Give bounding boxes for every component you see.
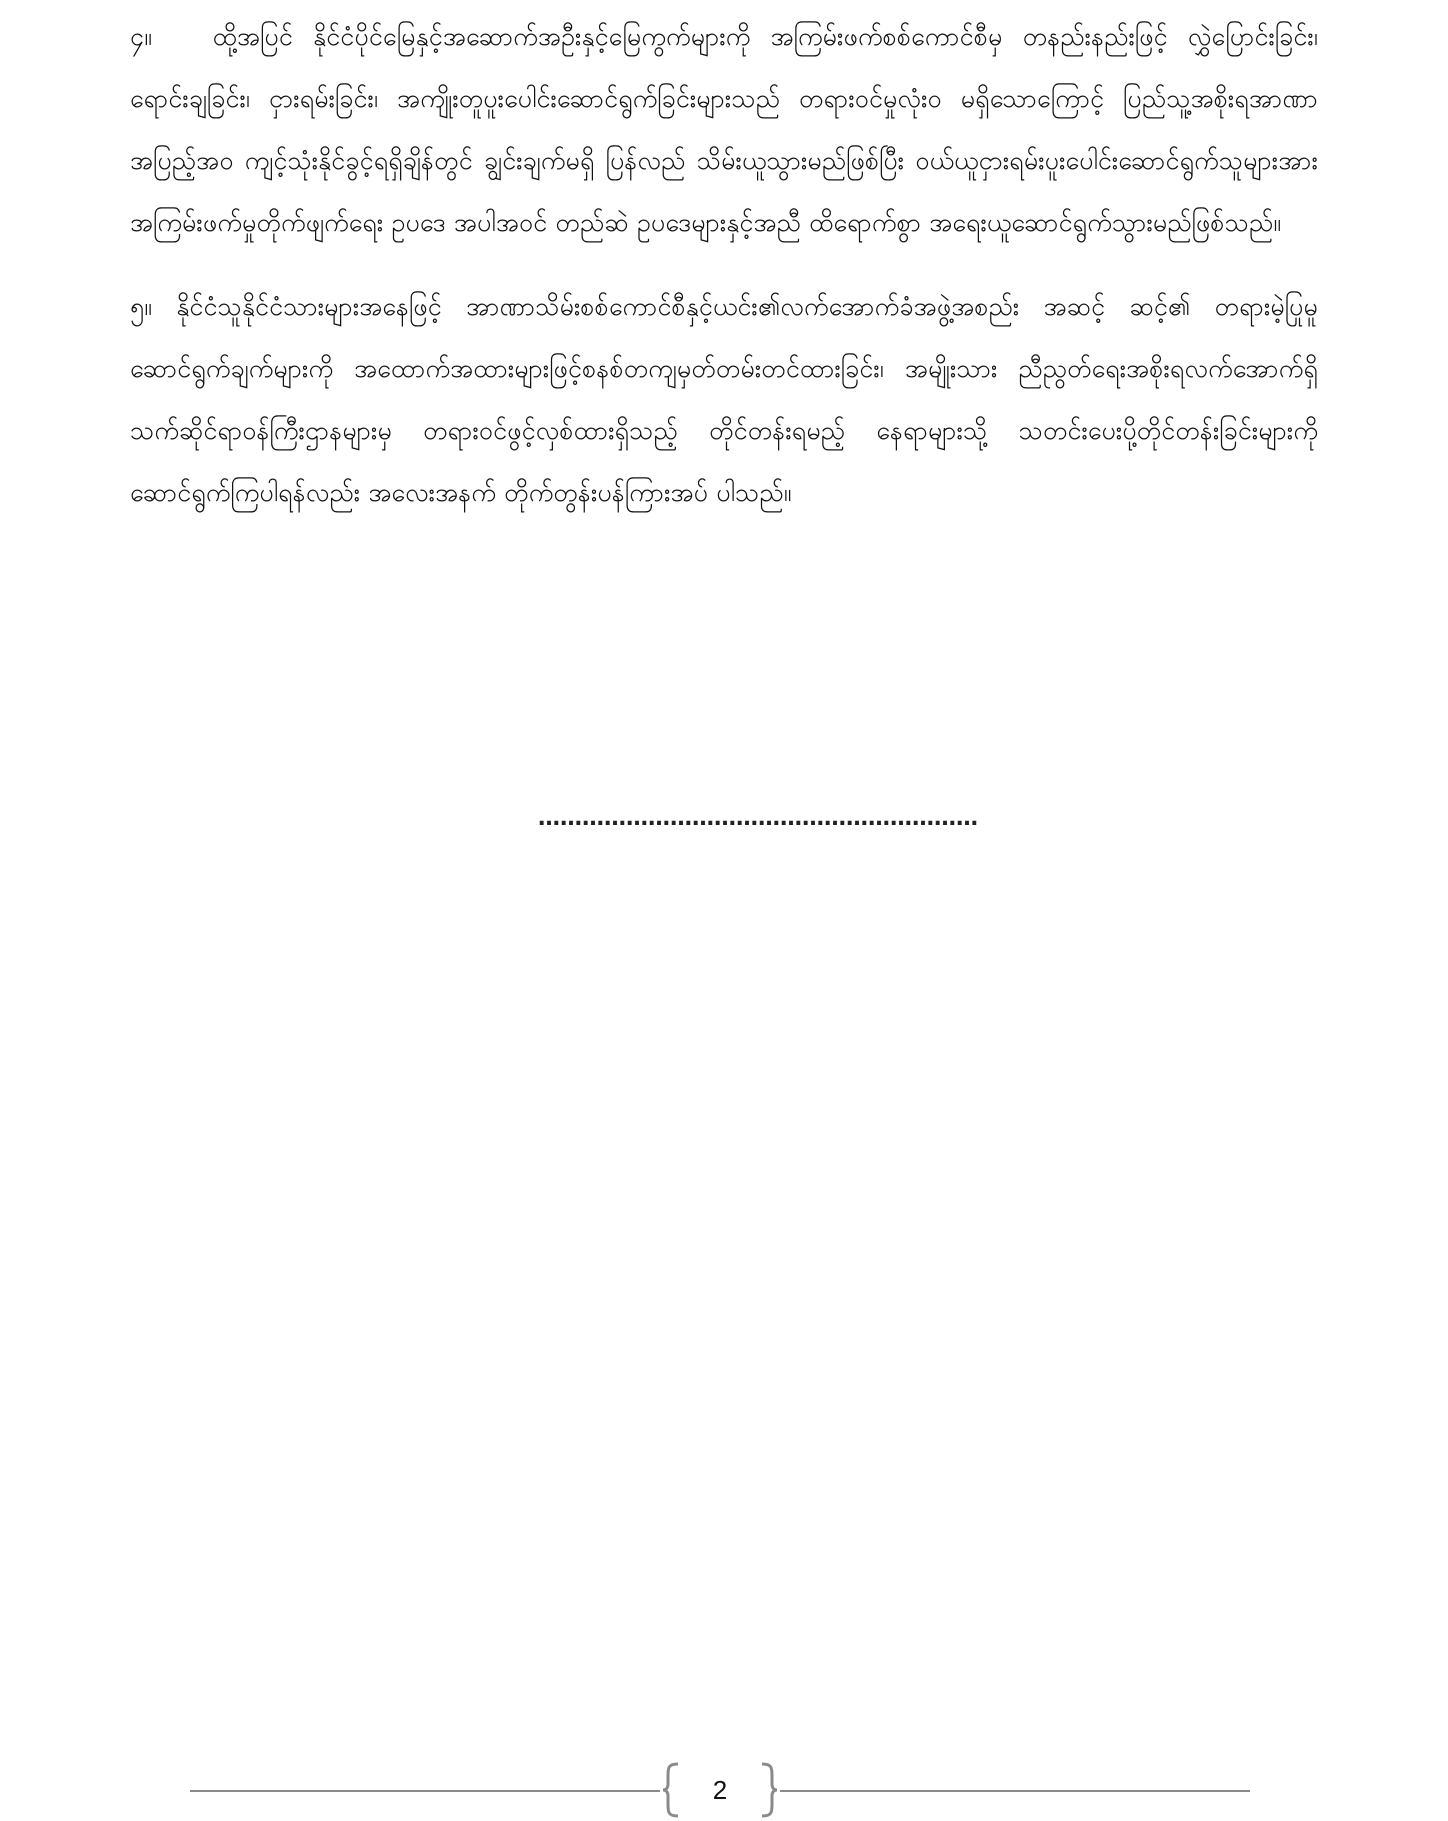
paragraph-number: ၅။	[130, 292, 153, 321]
paragraph-text: ထို့အပြင် နိုင်ငံပိုင်မြေနှင့်အဆောက်အဦးနှင့်မြေကွက်များကို အကြမ်းဖက်စစ်ကောင်စီမှ တနည်းနည်းဖြင့် လွှဲပြောင်းခြင်း၊ ရောင်းချခြင်း၊ ငှားရမ်းခြင်း၊ အကျိုးတူပူးပေါင်းဆောင်ရွက်ခြင်းများသည် တရားဝင်မှုလုံးဝ မရှိသောကြောင့် ပြည်သူ့အစိုးရအာဏာအပြည့်အဝ ကျင့်သုံးနိုင်ခွင့်ရရှိချိန်တွင် ချွင်းချက်မရှိ ပြန်လည် သိမ်းယူသွားမည်ဖြစ်ပြီး ဝယ်ယူငှားရမ်းပူးပေါင်းဆောင်ရွက်သူများအား အကြမ်းဖက်မှုတိုက်ဖျက်ရေး ဥပဒေ အပါအဝင် တည်ဆဲ ဥပဒေများနှင့်အညီ ထိရောက်စွာ အရေးယူဆောင်ရွက်သွားမည်ဖြစ်သည်။	[130, 22, 1318, 237]
end-divider: ……………………………………………………	[538, 806, 978, 831]
document-body	[130, 6, 1318, 524]
paragraph-text: နိုင်ငံသူနိုင်ငံသားများအနေဖြင့် အာဏာသိမ်းစစ်ကောင်စီနှင့်ယင်း၏လက်အောက်ခံအဖွဲ့အစည်း အဆင့် ဆင့်၏ တရားမဲ့ပြုမူဆောင်ရွက်ချက်များကို အထောက်အထားများဖြင့်စနစ်တကျမှတ်တမ်းတင်ထားခြင်း၊ အမျိုးသား ညီညွတ်ရေးအစိုးရလက်အောက်ရှိ သက်ဆိုင်ရာဝန်ကြီးဌာနများမှ တရားဝင်ဖွင့်လှစ်ထားရှိသည့် တိုင်တန်းရမည့် နေရာများသို့ သတင်းပေးပို့တိုင်တန်းခြင်းများကို ဆောင်ရွက်ကြပါရန်လည်း အလေးအနက် တိုက်တွန်းပန်ကြားအပ် ပါသည်။	[130, 292, 1318, 507]
footer-rule-left	[190, 1790, 660, 1792]
right-brace-icon	[758, 1762, 780, 1818]
paragraph-4	[130, 6, 1318, 254]
left-brace-icon	[660, 1762, 682, 1818]
page-number: 2	[712, 1775, 728, 1805]
page-footer	[190, 1762, 1250, 1820]
footer-rule-right	[780, 1790, 1250, 1792]
paragraph-5	[130, 276, 1318, 524]
paragraph-number: ၄။	[130, 22, 153, 51]
